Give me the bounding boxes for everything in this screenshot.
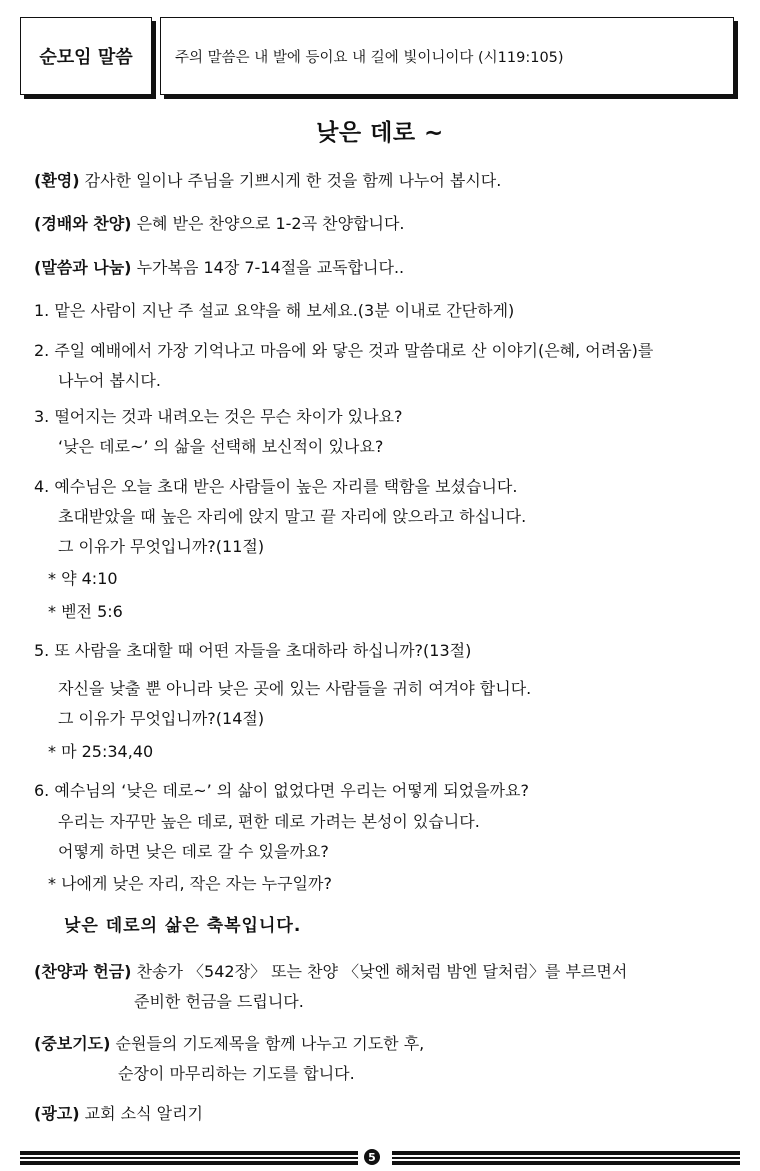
question-3-line-1: 3. 떨어지는 것과 내려오는 것은 무슨 차이가 있나요? (34, 407, 403, 426)
page-title: 낮은 데로 ~ (316, 120, 444, 146)
word-line (34, 257, 404, 279)
header-label: 순모임 말씀 (39, 47, 133, 68)
question-3-line-2: ‘낮은 데로~’ 의 삶을 선택해 보신적이 있나요? (58, 437, 384, 456)
question-5-ref: * 마 25:34,40 (48, 742, 154, 761)
header-label-box (20, 17, 152, 95)
welcome-line (34, 170, 501, 192)
question-1: 1. 맡은 사람이 지난 주 설교 요약을 해 보세요.(3분 이내로 간단하게) (34, 301, 515, 320)
emphasis-statement: 낮은 데로의 삶은 축복입니다. (64, 916, 302, 936)
question-6-line-2: 우리는 자꾸만 높은 데로, 편한 데로 가려는 본성이 있습니다. (58, 812, 480, 831)
question-6-ref: * 나에게 낮은 자리, 작은 자는 누구일까? (48, 874, 332, 893)
question-5-line-3: 그 이유가 무엇입니까?(14절) (58, 709, 265, 728)
worship-line (34, 213, 405, 235)
worship-text: 은혜 받은 찬양으로 1-2곡 찬양합니다. (131, 214, 405, 233)
question-4-line-3: 그 이유가 무엇입니까?(11절) (58, 537, 265, 556)
question-2-line-2: 나누어 봅시다. (58, 371, 161, 390)
header-verse-box (160, 17, 734, 95)
question-4-line-1: 4. 예수님은 오늘 초대 받은 사람들이 높은 자리를 택함을 보셨습니다. (34, 477, 518, 496)
offering-line (34, 961, 627, 983)
prayer-label: (중보기도) (34, 1034, 111, 1053)
question-6-line-3: 어떻게 하면 낮은 데로 갈 수 있을까요? (58, 842, 329, 861)
page-number: 5 (364, 1149, 380, 1165)
prayer-line (34, 1033, 424, 1055)
question-4-ref-2: * 벧전 5:6 (48, 602, 123, 621)
offering-label: (찬양과 헌금) (34, 962, 132, 981)
question-5-line-1: 5. 또 사람을 초대할 때 어떤 자들을 초대하라 하십니까?(13절) (34, 641, 472, 660)
question-5-line-2: 자신을 낮출 뿐 아니라 낮은 곳에 있는 사람들을 귀히 여겨야 합니다. (58, 679, 532, 698)
notice-text: 교회 소식 알리기 (79, 1104, 203, 1123)
question-4-ref-1: * 약 4:10 (48, 569, 118, 588)
word-text: 누가복음 14장 7-14절을 교독합니다.. (131, 258, 405, 277)
word-label: (말씀과 나눔) (34, 258, 132, 277)
footer-rule-left (20, 1149, 358, 1165)
welcome-text: 감사한 일이나 주님을 기쁘시게 한 것을 함께 나누어 봅시다. (79, 171, 502, 190)
footer-rule-right (392, 1149, 740, 1165)
welcome-label: (환영) (34, 171, 80, 190)
question-6-line-1: 6. 예수님의 ‘낮은 데로~’ 의 삶이 없었다면 우리는 어떻게 되었을까요? (34, 781, 529, 800)
notice-line (34, 1103, 203, 1125)
prayer-line-2: 순장이 마무리하는 기도를 합니다. (118, 1064, 355, 1083)
question-4-line-2: 초대받았을 때 높은 자리에 앉지 말고 끝 자리에 앉으라고 하십니다. (58, 507, 527, 526)
notice-label: (광고) (34, 1104, 80, 1123)
prayer-text: 순원들의 기도제목을 함께 나누고 기도한 후, (110, 1034, 425, 1053)
question-2-line-1: 2. 주일 예배에서 가장 기억나고 마음에 와 닿은 것과 말씀대로 산 이야기(은혜, 어려움)를 (34, 341, 654, 360)
offering-line-2: 준비한 헌금을 드립니다. (134, 992, 304, 1011)
worship-label: (경배와 찬양) (34, 214, 132, 233)
header-verse: 주의 말씀은 내 발에 등이요 내 길에 빛이니이다 (시119:105) (175, 49, 564, 66)
offering-text: 찬송가 〈542장〉 또는 찬양 〈낮엔 해처럼 밤엔 달처럼〉를 부르면서 (131, 962, 628, 981)
